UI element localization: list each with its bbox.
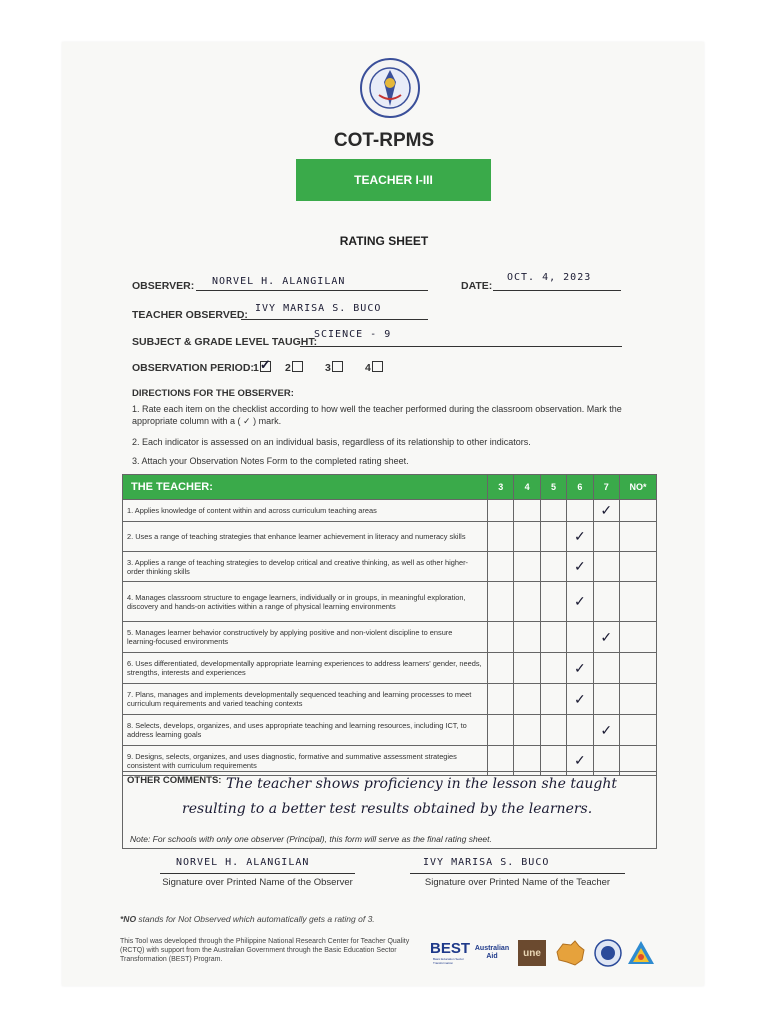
rating-cell[interactable] <box>514 715 540 746</box>
check-mark-icon: ✓ <box>600 721 613 738</box>
indicator-row <box>123 684 657 715</box>
comment-line-1: The teacher shows proficiency in the lesson she taught <box>226 776 618 792</box>
une-logo-text: une <box>523 947 541 959</box>
not-observed-text: stands for Not Observed which automatically gets a rating of 3. <box>136 914 375 924</box>
direction-1: 1. Rate each item on the checklist according to how well the teacher performed during the classroom observation. Mark the appropriate column with a ( ✓ ) mark. <box>132 404 622 426</box>
rating-cell[interactable] <box>514 684 540 715</box>
indicator-row <box>123 715 657 746</box>
observer-field[interactable] <box>196 276 428 291</box>
date-field[interactable] <box>493 272 621 291</box>
subject-grade-value: SCIENCE - 9 <box>314 329 392 340</box>
the-teacher-header: THE TEACHER: <box>123 475 488 500</box>
rating-cell[interactable] <box>540 552 566 582</box>
rating-cell[interactable] <box>593 684 619 715</box>
indicator-text: 4. Manages classroom structure to engage learners, individually or in groups, in meaningful exploration, discovery and hands-on activities within a range of physical learning environments <box>123 582 488 622</box>
rating-cell[interactable] <box>514 582 540 622</box>
check-mark-icon: ✓ <box>574 752 586 768</box>
col-7-header: 7 <box>593 475 619 500</box>
date-label: DATE: <box>461 280 493 292</box>
credits-text: This Tool was developed through the Philippine National Research Center for Teacher Quality (RCTQ) with support from the Australian Government through the Basic Education Sector Transformation (BEST) Program. <box>120 938 410 963</box>
rating-cell[interactable] <box>514 622 540 653</box>
rating-cell[interactable] <box>620 522 657 552</box>
best-logo-subtitle: Basic Education Sector Transformation <box>433 957 465 965</box>
col-5-header: 5 <box>540 475 566 500</box>
observer-printed-name: NORVEL H. ALANGILAN <box>176 857 310 868</box>
rating-cell[interactable] <box>620 552 657 582</box>
subject-grade-field[interactable] <box>300 329 622 347</box>
check-mark-icon: ✓ <box>574 528 586 544</box>
final-rating-note: Note: For schools with only one observer (Principal), this form will serve as the final rating sheet. <box>130 834 492 844</box>
teacher-signature-line[interactable] <box>410 873 625 874</box>
period-2-checkbox[interactable] <box>292 361 303 372</box>
rating-cell[interactable] <box>488 582 514 622</box>
australian-aid-logo <box>472 940 512 966</box>
rating-cell[interactable] <box>540 522 566 552</box>
direction-3: 3. Attach your Observation Notes Form to the completed rating sheet. <box>132 456 409 466</box>
period-option-4[interactable] <box>365 361 383 374</box>
observer-label: OBSERVER: <box>132 280 195 292</box>
rating-cell[interactable] <box>488 684 514 715</box>
period-1-checkbox[interactable] <box>259 357 271 372</box>
deped-seal-icon <box>359 57 421 119</box>
check-mark-icon: ✓ <box>600 502 613 518</box>
rating-cell[interactable] <box>620 622 657 653</box>
rating-cell[interactable] <box>488 715 514 746</box>
rating-cell[interactable] <box>620 500 657 522</box>
best-logo <box>430 938 471 968</box>
indicator-text: 5. Manages learner behavior constructively by applying positive and non-violent discipline to ensure learning-focused environments <box>123 622 488 653</box>
indicator-text: 1. Applies knowledge of content within and across curriculum teaching areas <box>123 500 488 522</box>
australian-aid-logo-text: Australian Aid <box>474 945 510 960</box>
rating-cell[interactable] <box>540 653 566 684</box>
rating-cell[interactable] <box>540 500 566 522</box>
observer-signature-line[interactable] <box>160 873 355 874</box>
directions-heading: DIRECTIONS FOR THE OBSERVER: <box>132 388 294 399</box>
check-mark-icon: ✓ <box>574 690 586 707</box>
observation-period-label: OBSERVATION PERIOD: <box>132 362 254 374</box>
triangle-logo-icon <box>626 939 656 967</box>
rating-cell[interactable] <box>567 622 593 653</box>
rating-cell[interactable] <box>514 552 540 582</box>
rating-sheet-title: RATING SHEET <box>339 234 429 248</box>
check-mark-icon: ✓ <box>600 628 613 645</box>
col-3-header: 3 <box>488 475 514 500</box>
form-title: COT-RPMS <box>333 130 435 151</box>
rating-cell[interactable] <box>488 500 514 522</box>
teacher-observed-label: TEACHER OBSERVED: <box>132 309 248 321</box>
teacher-observed-field[interactable] <box>241 305 428 320</box>
indicator-row <box>123 522 657 552</box>
comment-line-2: resulting to a better test results obtained by the learners. <box>182 801 593 817</box>
rating-cell[interactable] <box>488 622 514 653</box>
indicator-text: 3. Applies a range of teaching strategies to develop critical and creative thinking, as well as other higher-order thinking skills <box>123 552 488 582</box>
rating-cell[interactable] <box>567 500 593 522</box>
rating-cell[interactable] <box>540 582 566 622</box>
rating-cell[interactable] <box>514 653 540 684</box>
not-observed-note <box>120 914 375 924</box>
direction-2: 2. Each indicator is assessed on an individual basis, regardless of its relationship to other indicators. <box>132 437 531 447</box>
rating-cell[interactable] <box>488 522 514 552</box>
teacher-level-banner: TEACHER I-III <box>296 159 491 201</box>
indicator-text: 7. Plans, manages and implements developmentally sequenced teaching and learning processes to meet curriculum requirements and varied teaching contexts <box>123 684 488 715</box>
rating-cell[interactable] <box>620 715 657 746</box>
une-logo <box>518 940 546 966</box>
rating-cell[interactable] <box>593 552 619 582</box>
check-mark-icon: ✓ <box>574 593 586 609</box>
rating-cell[interactable] <box>540 715 566 746</box>
rating-cell[interactable] <box>567 552 593 582</box>
period-3-number: 3 <box>325 362 331 374</box>
other-comments-label: OTHER COMMENTS: <box>127 775 222 786</box>
period-option-3[interactable] <box>325 361 343 374</box>
rating-cell[interactable] <box>567 715 593 746</box>
rating-cell[interactable] <box>593 522 619 552</box>
date-value: OCT. 4, 2023 <box>507 272 592 283</box>
subject-grade-label: SUBJECT & GRADE LEVEL TAUGHT: <box>132 336 318 348</box>
observer-signature-label: Signature over Printed Name of the Observer <box>162 877 353 888</box>
rating-cell[interactable] <box>593 653 619 684</box>
rating-cell[interactable] <box>567 582 593 622</box>
rating-cell[interactable] <box>620 582 657 622</box>
rating-cell[interactable] <box>620 684 657 715</box>
period-option-1[interactable] <box>253 357 271 374</box>
col-no-header: NO* <box>620 475 657 500</box>
indicator-text: 6. Uses differentiated, developmentally appropriate learning experiences to address learners' gender, needs, strengths, interests and experiences <box>123 653 488 684</box>
period-4-number: 4 <box>365 362 371 374</box>
indicator-row <box>123 552 657 582</box>
rating-cell[interactable] <box>567 684 593 715</box>
teacher-signature-label: Signature over Printed Name of the Teacher <box>424 877 611 888</box>
rctq-seal-icon <box>594 939 622 967</box>
period-option-2[interactable] <box>285 361 303 374</box>
rating-table <box>122 474 657 776</box>
rating-cell[interactable] <box>488 552 514 582</box>
rating-cell[interactable] <box>620 653 657 684</box>
check-mark-icon: ✓ <box>574 558 586 574</box>
indicator-row <box>123 653 657 684</box>
best-logo-text: BEST <box>430 940 471 957</box>
check-mark-icon: ✓ <box>574 659 586 676</box>
col-6-header: 6 <box>567 475 593 500</box>
indicator-text: 2. Uses a range of teaching strategies that enhance learner achievement in literacy and numeracy skills <box>123 522 488 552</box>
rating-cell[interactable] <box>593 715 619 746</box>
rating-cell[interactable] <box>514 500 540 522</box>
period-2-number: 2 <box>285 362 291 374</box>
rating-cell[interactable] <box>593 622 619 653</box>
rating-cell[interactable] <box>567 522 593 552</box>
rating-cell[interactable] <box>593 500 619 522</box>
period-3-checkbox[interactable] <box>332 361 343 372</box>
rating-cell[interactable] <box>540 622 566 653</box>
rating-cell[interactable] <box>514 522 540 552</box>
rating-cell[interactable] <box>567 653 593 684</box>
indicator-row <box>123 500 657 522</box>
indicator-row <box>123 622 657 653</box>
australia-map-icon <box>553 938 587 968</box>
indicator-text: 8. Selects, develops, organizes, and uses appropriate teaching and learning resources, including ICT, to address learning goals <box>123 715 488 746</box>
rating-cell[interactable] <box>593 582 619 622</box>
indicator-text: 9. Designs, selects, organizes, and uses diagnostic, formative and summative assessment strategies consistent with curriculum requirements <box>123 746 488 776</box>
rating-cell[interactable] <box>540 684 566 715</box>
indicator-row <box>123 582 657 622</box>
rating-cell[interactable] <box>488 653 514 684</box>
rating-table-header <box>123 475 657 500</box>
teacher-observed-value: IVY MARISA S. BUCO <box>255 303 382 314</box>
period-4-checkbox[interactable] <box>372 361 383 372</box>
not-observed-abbr: *NO <box>120 914 137 924</box>
teacher-printed-name: IVY MARISA S. BUCO <box>423 857 550 868</box>
period-1-number: 1 <box>253 362 259 374</box>
observer-value: NORVEL H. ALANGILAN <box>212 276 346 287</box>
period-1-check-icon: ✓ <box>259 357 271 372</box>
col-4-header: 4 <box>514 475 540 500</box>
